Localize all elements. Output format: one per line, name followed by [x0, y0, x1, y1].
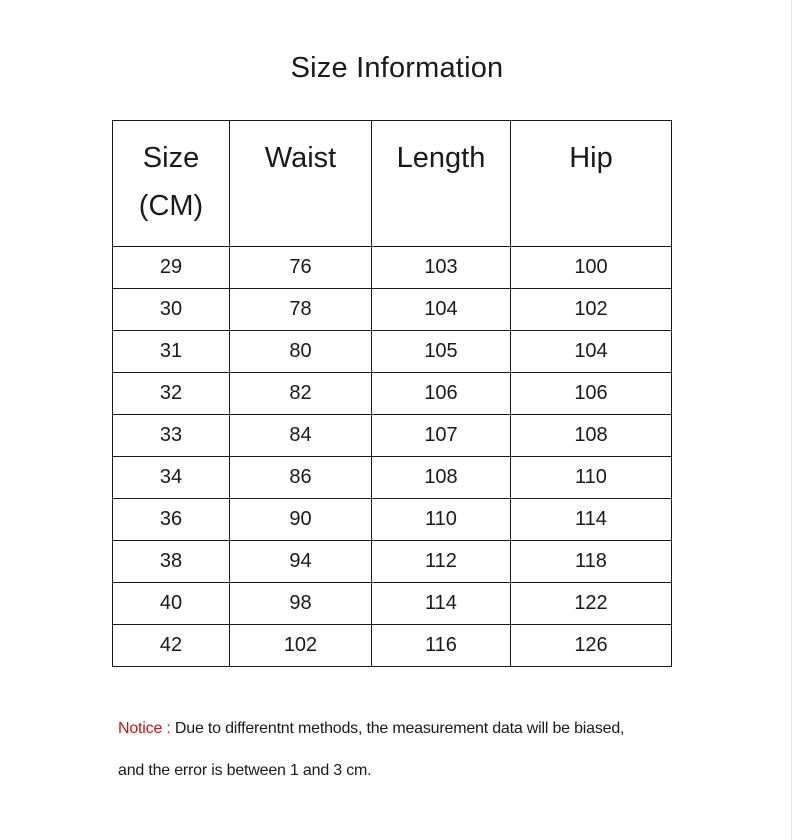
cell-waist: 94	[230, 541, 372, 583]
cell-hip: 108	[511, 415, 672, 457]
cell-waist: 82	[230, 373, 372, 415]
cell-length: 114	[372, 583, 511, 625]
cell-hip: 126	[511, 625, 672, 667]
cell-length: 104	[372, 289, 511, 331]
cell-waist: 78	[230, 289, 372, 331]
cell-waist: 102	[230, 625, 372, 667]
cell-size: 42	[113, 625, 230, 667]
header-label: Hip	[569, 142, 613, 174]
table-row	[113, 415, 672, 457]
cell-hip: 118	[511, 541, 672, 583]
header-cell-length	[372, 121, 511, 247]
cell-hip: 110	[511, 457, 672, 499]
page-title: Size Information	[290, 52, 504, 84]
cell-hip: 106	[511, 373, 672, 415]
cell-size: 29	[113, 247, 230, 289]
header-cell-size	[113, 121, 230, 247]
cell-hip: 102	[511, 289, 672, 331]
cell-length: 108	[372, 457, 511, 499]
size-table	[112, 120, 672, 667]
table-body	[113, 247, 672, 667]
notice-line-1	[118, 720, 738, 738]
table-row	[113, 373, 672, 415]
table-row	[113, 289, 672, 331]
cell-length: 107	[372, 415, 511, 457]
cell-length: 112	[372, 541, 511, 583]
cell-hip: 114	[511, 499, 672, 541]
cell-size: 40	[113, 583, 230, 625]
table-row	[113, 541, 672, 583]
cell-size: 34	[113, 457, 230, 499]
cell-size: 33	[113, 415, 230, 457]
cell-size: 32	[113, 373, 230, 415]
cell-length: 106	[372, 373, 511, 415]
header-row	[113, 121, 672, 247]
table-row	[113, 583, 672, 625]
table-row	[113, 247, 672, 289]
header-label: Size	[142, 142, 200, 174]
cell-size: 31	[113, 331, 230, 373]
cell-waist: 84	[230, 415, 372, 457]
notice-text: Due to differentnt methods, the measurement data will be biased,	[170, 720, 625, 737]
table-row	[113, 499, 672, 541]
page-edge-divider	[791, 0, 792, 840]
header-label: Waist	[264, 142, 337, 174]
cell-length: 110	[372, 499, 511, 541]
header-cell-hip	[511, 121, 672, 247]
header-cell-waist	[230, 121, 372, 247]
cell-size: 30	[113, 289, 230, 331]
header-unit: (CM)	[138, 190, 204, 222]
cell-waist: 80	[230, 331, 372, 373]
notice-line-2: and the error is between 1 and 3 cm.	[118, 762, 372, 779]
header-label: Length	[396, 142, 486, 174]
notice-label: Notice :	[118, 720, 171, 737]
table-row	[113, 625, 672, 667]
cell-waist: 98	[230, 583, 372, 625]
cell-hip: 100	[511, 247, 672, 289]
table-row	[113, 457, 672, 499]
cell-hip: 104	[511, 331, 672, 373]
cell-length: 116	[372, 625, 511, 667]
cell-waist: 90	[230, 499, 372, 541]
cell-hip: 122	[511, 583, 672, 625]
cell-length: 103	[372, 247, 511, 289]
cell-size: 36	[113, 499, 230, 541]
table-row	[113, 331, 672, 373]
cell-size: 38	[113, 541, 230, 583]
cell-waist: 76	[230, 247, 372, 289]
cell-waist: 86	[230, 457, 372, 499]
cell-length: 105	[372, 331, 511, 373]
